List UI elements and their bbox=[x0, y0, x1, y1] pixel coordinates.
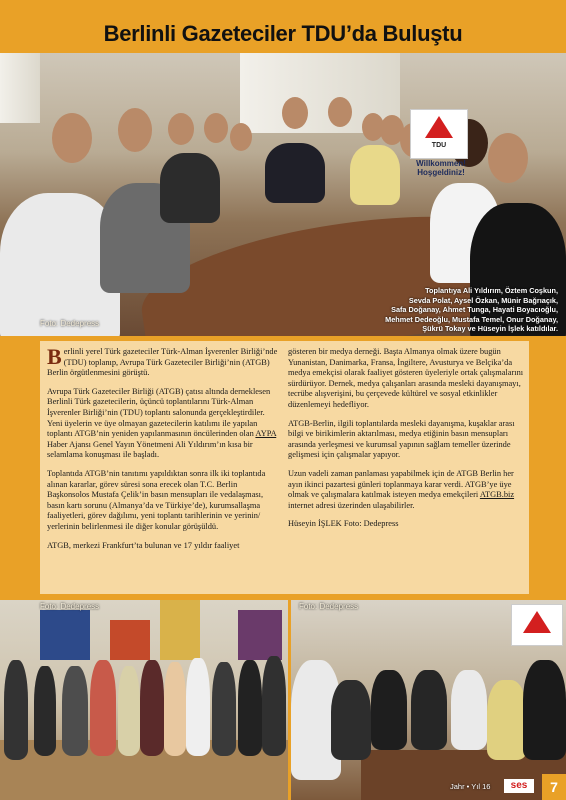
painting bbox=[238, 610, 282, 660]
article-column-right bbox=[288, 347, 524, 538]
bottom-right-photo-credit: Foto: Dedepress bbox=[299, 602, 359, 611]
paragraph-text: Haber Ajansı Genel Yayın Yönetmeni Ali Yıldırım’ın kısa bir selamlama konuşması ile başladı. bbox=[47, 439, 253, 460]
person bbox=[350, 145, 400, 205]
person-head bbox=[328, 97, 352, 127]
paragraph-text: Avrupa Türk Gazeteciler Birliği (ATGB) çatısı altında derneklesen Berlinli Türk gazetecilerin, üçüncü toplantılarını Türk-Alman İşverenler Birliği’nin (TDU) toplantı salonunda gerçekleştirdiler. Yeni üyelerin ve üye olmayan gazetecilerin katılımı ile yapılan toplantı ATGB’nin yeniden yapılanmasının öncülerinden olan bbox=[47, 386, 271, 439]
person bbox=[451, 670, 487, 750]
person-head bbox=[282, 97, 308, 129]
person-head bbox=[204, 113, 228, 143]
tdu-sign bbox=[410, 109, 468, 159]
painting bbox=[110, 620, 150, 660]
article-paragraph bbox=[288, 419, 524, 461]
page-title: Berlinli Gazeteciler TDU’da Buluştu bbox=[103, 21, 463, 46]
person bbox=[331, 680, 371, 760]
tdu-logo-icon bbox=[425, 116, 453, 138]
issue-label: Jahr • Yıl 16 bbox=[450, 782, 491, 791]
atgb-link[interactable]: ATGB.biz bbox=[479, 490, 515, 500]
article-paragraph bbox=[288, 347, 524, 411]
person bbox=[4, 660, 28, 760]
paragraph-text: erlinli yerel Türk gazeteciler Türk-Alman İşverenler Birliği’nde (TDU) toplanıp, Avrupa Türk Gazeteciler Birliği’nin (ATGB) Berlin örgütlenmesini görüştü. bbox=[47, 347, 278, 378]
article-paragraph bbox=[47, 541, 281, 552]
window bbox=[0, 53, 40, 123]
person-head bbox=[230, 123, 252, 151]
person bbox=[262, 656, 286, 756]
paragraph-text: Toplantıda ATGB’nin tanıtımı yapıldıktan sonra ilk iki toplantıda alınan kararlar, görev süresi sona erecek olan T.C. Berlin Başkonsolos Mustafa Çelik’in basın mensupları ile vedalaşması, basın kartı sorunu (Almanya’da ve Türkiye’de), kurumsallaşma faaliyetleri, görev dağılımı, yeni toplantı tarihlerinin ve yerinin/ yerlerinin belirlenmesi ile diğer konular görüşüldü. bbox=[47, 468, 266, 531]
aypa-link[interactable]: AYPA bbox=[255, 429, 277, 439]
paragraph-text: internet adresi üzerinden ulaşabilirler. bbox=[288, 500, 415, 510]
magazine-logo: ses bbox=[504, 779, 534, 793]
article-paragraph bbox=[47, 344, 281, 379]
person bbox=[411, 670, 447, 750]
main-photo-caption: Toplantıya Ali Yıldırım, Öztem Coşkun, Sevda Polat, Aysel Özkan, Münir Bağrıaçık, Safa Doğanay, Ahmet Tunga, Hayati Boyacıoğlu, Mehmet Dedeoğlu, Mustafa Temel, Onur Doğanay, Şükrü Tokay ve Hüseyin İşlek katıldılar. bbox=[385, 286, 558, 333]
paragraph-text: gösteren bir medya derneği. Başta Almanya olmak üzere bugün Yunanistan, Danimarka, Fransa, İngiltere, Avusturya ve Belçika’da medya emekçisi olarak faaliyet gösteren üyeleriyle ortak çalışmalarını sürdürüyor. Dernek, medya çalışanları arasında mesleki dayanışmayı, tecrübe alışverişini, bu çerçevede kültürel ve sosyal etkinlikler düzenlemeyi hedefliyor. bbox=[288, 347, 524, 409]
person bbox=[34, 666, 56, 756]
person-head bbox=[52, 113, 92, 163]
page-header bbox=[0, 0, 566, 53]
tdu-logo-icon bbox=[523, 611, 551, 633]
person-head bbox=[168, 113, 194, 145]
person bbox=[164, 662, 186, 756]
article-column-left bbox=[47, 344, 281, 559]
welcome-sign-text: Willkommen! Hoşgeldiniz! bbox=[416, 159, 466, 177]
person bbox=[140, 660, 164, 756]
tdu-sign bbox=[511, 604, 563, 646]
article-paragraph bbox=[47, 469, 281, 533]
person bbox=[62, 666, 88, 756]
main-photo-credit: Foto: Dedepress bbox=[40, 319, 100, 328]
person bbox=[118, 666, 140, 756]
person-head bbox=[118, 108, 152, 152]
paragraph-text: ATGB, merkezi Frankfurt’ta bulunan ve 17 yıldır faaliyet bbox=[47, 540, 240, 550]
person bbox=[160, 153, 220, 223]
person bbox=[265, 143, 325, 203]
person bbox=[487, 680, 527, 760]
person bbox=[523, 660, 566, 760]
bottom-right-photo bbox=[291, 600, 566, 800]
person-head bbox=[488, 133, 528, 183]
article-box bbox=[40, 341, 529, 594]
person bbox=[90, 660, 116, 756]
article-paragraph bbox=[47, 387, 281, 461]
page-number: 7 bbox=[542, 774, 566, 800]
dropcap: B bbox=[47, 344, 62, 369]
tdu-logo-text: TDU bbox=[431, 142, 447, 149]
painting bbox=[160, 600, 200, 660]
person bbox=[238, 660, 262, 756]
person bbox=[186, 658, 210, 756]
bottom-left-photo-credit: Foto: Dedepress bbox=[40, 602, 100, 611]
paragraph-text: Uzun vadeli zaman panlaması yapabilmek için de ATGB Berlin her ayın ikinci pazartesi günleri toplanmaya karar verdi. ATGB’ye üye olmak ve çalışmalara katılmak isteyen medya emekçileri bbox=[288, 468, 514, 500]
article-paragraph bbox=[288, 469, 524, 511]
paragraph-text: ATGB-Berlin, ilgili toplantılarda mesleki dayanışma, kuşaklar arası bilgi ve birikimlerin aktarılması, medya etiğinin basın mensupları arasında yerleşmesi ve kurumsal yapının sağlam temeller üzerinde gelişmesi için çalışmalar yapıyor. bbox=[288, 418, 515, 460]
person bbox=[212, 662, 236, 756]
person bbox=[371, 670, 407, 750]
article-signature: Hüseyin İŞLEK Foto: Dedepress bbox=[288, 519, 399, 529]
bottom-left-photo bbox=[0, 600, 288, 800]
painting bbox=[40, 610, 90, 660]
